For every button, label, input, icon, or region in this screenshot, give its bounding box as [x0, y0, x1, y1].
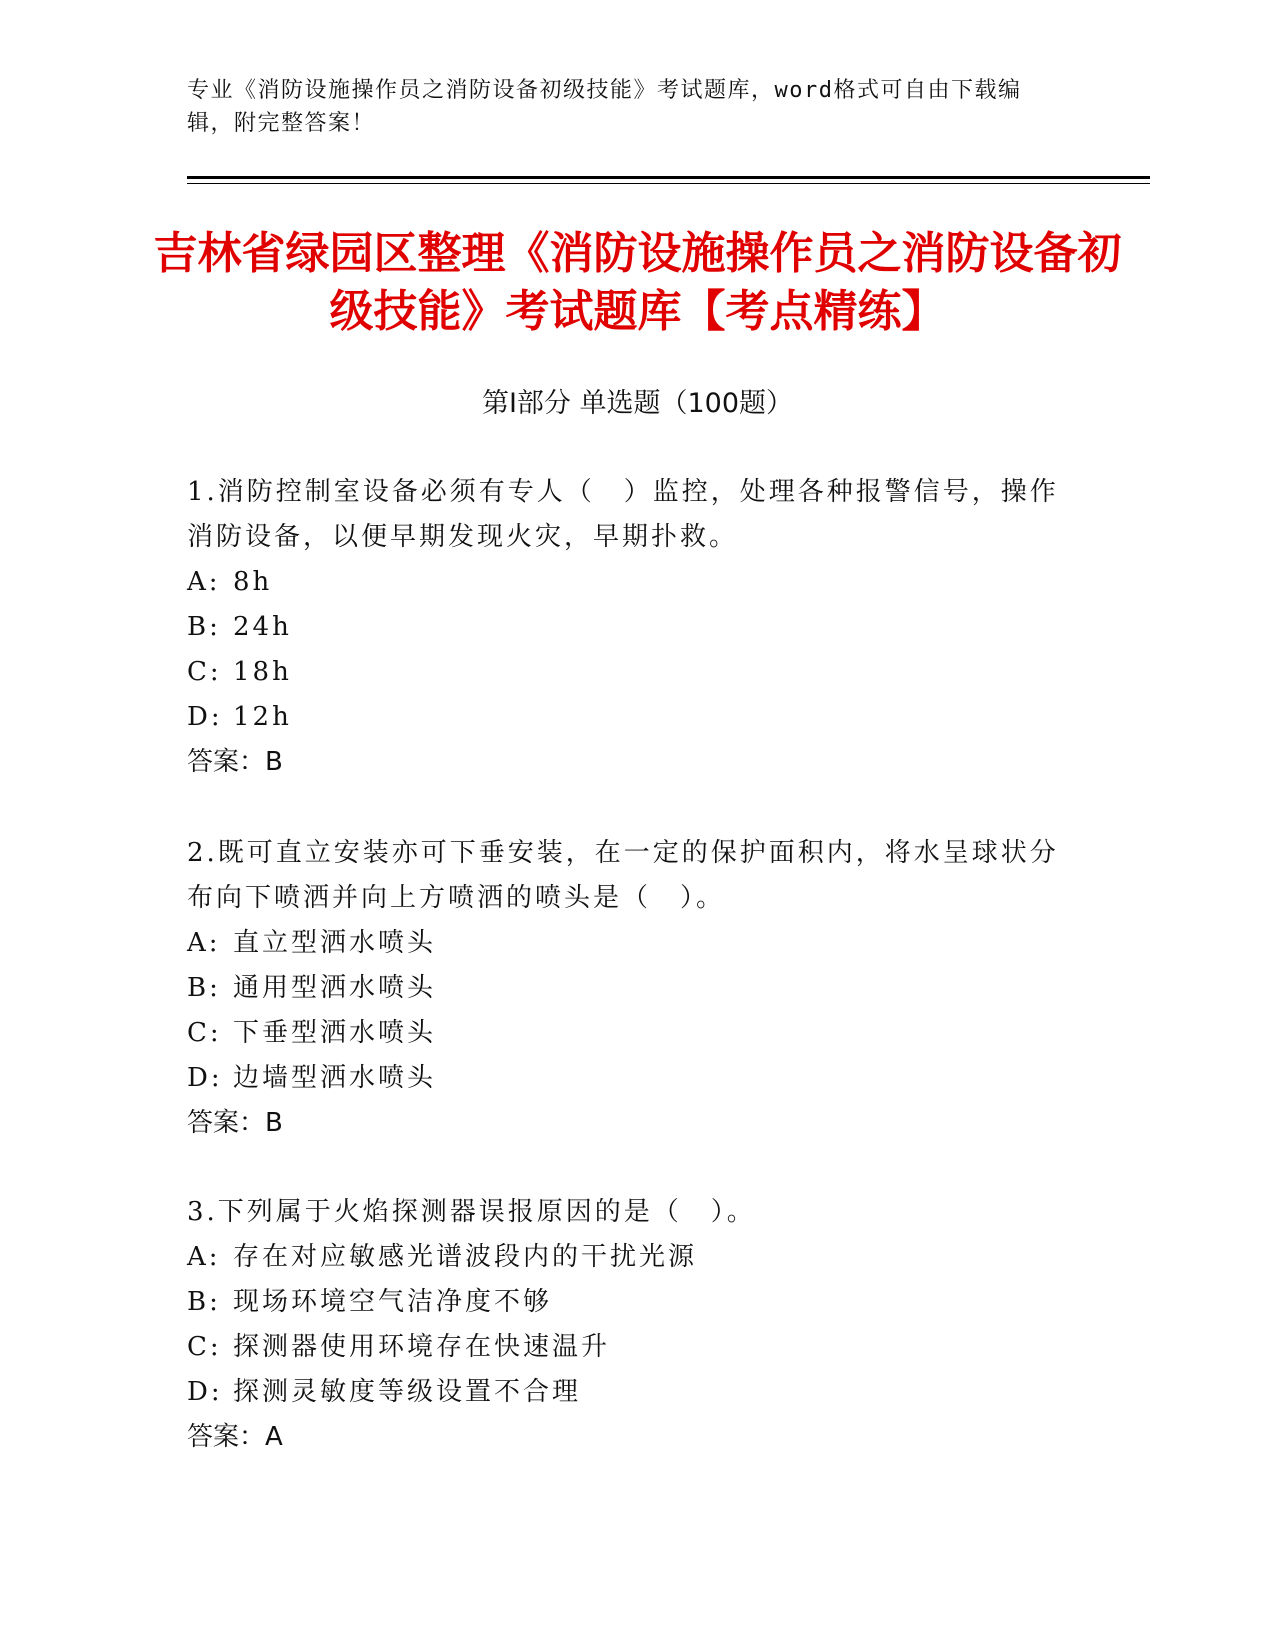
document-title: 吉林省绿园区整理《消防设施操作员之消防设备初级技能》考试题库【考点精练】 [153, 228, 1122, 337]
option-letter: C: [187, 1018, 222, 1048]
option-text: 8h [233, 567, 273, 597]
question-3 [187, 1190, 1067, 1460]
option-text: 探测灵敏度等级设置不合理 [233, 1377, 582, 1407]
option-a [187, 560, 1067, 605]
header-rule-thick [187, 176, 1150, 179]
answer: 答案：B [187, 1108, 283, 1138]
option-letter: A: [187, 567, 221, 597]
option-b [187, 1280, 1067, 1325]
option-c [187, 650, 1067, 695]
option-letter: A: [187, 1242, 221, 1272]
option-text: 12h [233, 702, 292, 732]
option-text: 边墙型洒水喷头 [233, 1063, 437, 1093]
option-d [187, 1370, 1067, 1415]
option-text: 现场环境空气洁净度不够 [233, 1287, 553, 1317]
option-letter: D: [187, 1063, 223, 1093]
option-letter: B: [187, 612, 221, 642]
option-d [187, 695, 1067, 740]
option-letter: C: [187, 657, 222, 687]
option-text: 24h [233, 612, 292, 642]
option-text: 探测器使用环境存在快速温升 [233, 1332, 611, 1362]
question-1 [187, 470, 1067, 785]
option-text: 存在对应敏感光谱波段内的干扰光源 [233, 1242, 698, 1272]
option-letter: C: [187, 1332, 222, 1362]
header-note: 专业《消防设施操作员之消防设备初级技能》考试题库，word格式可自由下载编辑，附完整答案！ [187, 78, 1022, 136]
option-b [187, 966, 1067, 1011]
option-b [187, 605, 1067, 650]
option-letter: D: [187, 702, 223, 732]
option-letter: A: [187, 928, 221, 958]
option-letter: B: [187, 973, 221, 1003]
option-a [187, 1235, 1067, 1280]
question-stem: 2.既可直立安装亦可下垂安装，在一定的保护面积内，将水呈球状分布向下喷洒并向上方喷洒的喷头是（ ）。 [187, 838, 1059, 913]
option-c [187, 1011, 1067, 1056]
option-text: 下垂型洒水喷头 [233, 1018, 437, 1048]
question-stem: 3.下列属于火焰探测器误报原因的是（ ）。 [187, 1197, 756, 1227]
option-text: 直立型洒水喷头 [233, 928, 437, 958]
option-letter: D: [187, 1377, 223, 1407]
option-d [187, 1056, 1067, 1101]
section-title: 第Ⅰ部分 单选题（100题） [481, 388, 794, 419]
question-stem: 1.消防控制室设备必须有专人（ ）监控，处理各种报警信号，操作消防设备，以便早期发现火灾，早期扑救。 [187, 477, 1059, 552]
option-text: 18h [233, 657, 292, 687]
header-rule-thin [187, 183, 1150, 184]
answer: 答案：B [187, 747, 283, 777]
answer: 答案：A [187, 1422, 283, 1452]
option-c [187, 1325, 1067, 1370]
option-a [187, 921, 1067, 966]
question-2 [187, 831, 1067, 1146]
option-letter: B: [187, 1287, 221, 1317]
option-text: 通用型洒水喷头 [233, 973, 437, 1003]
